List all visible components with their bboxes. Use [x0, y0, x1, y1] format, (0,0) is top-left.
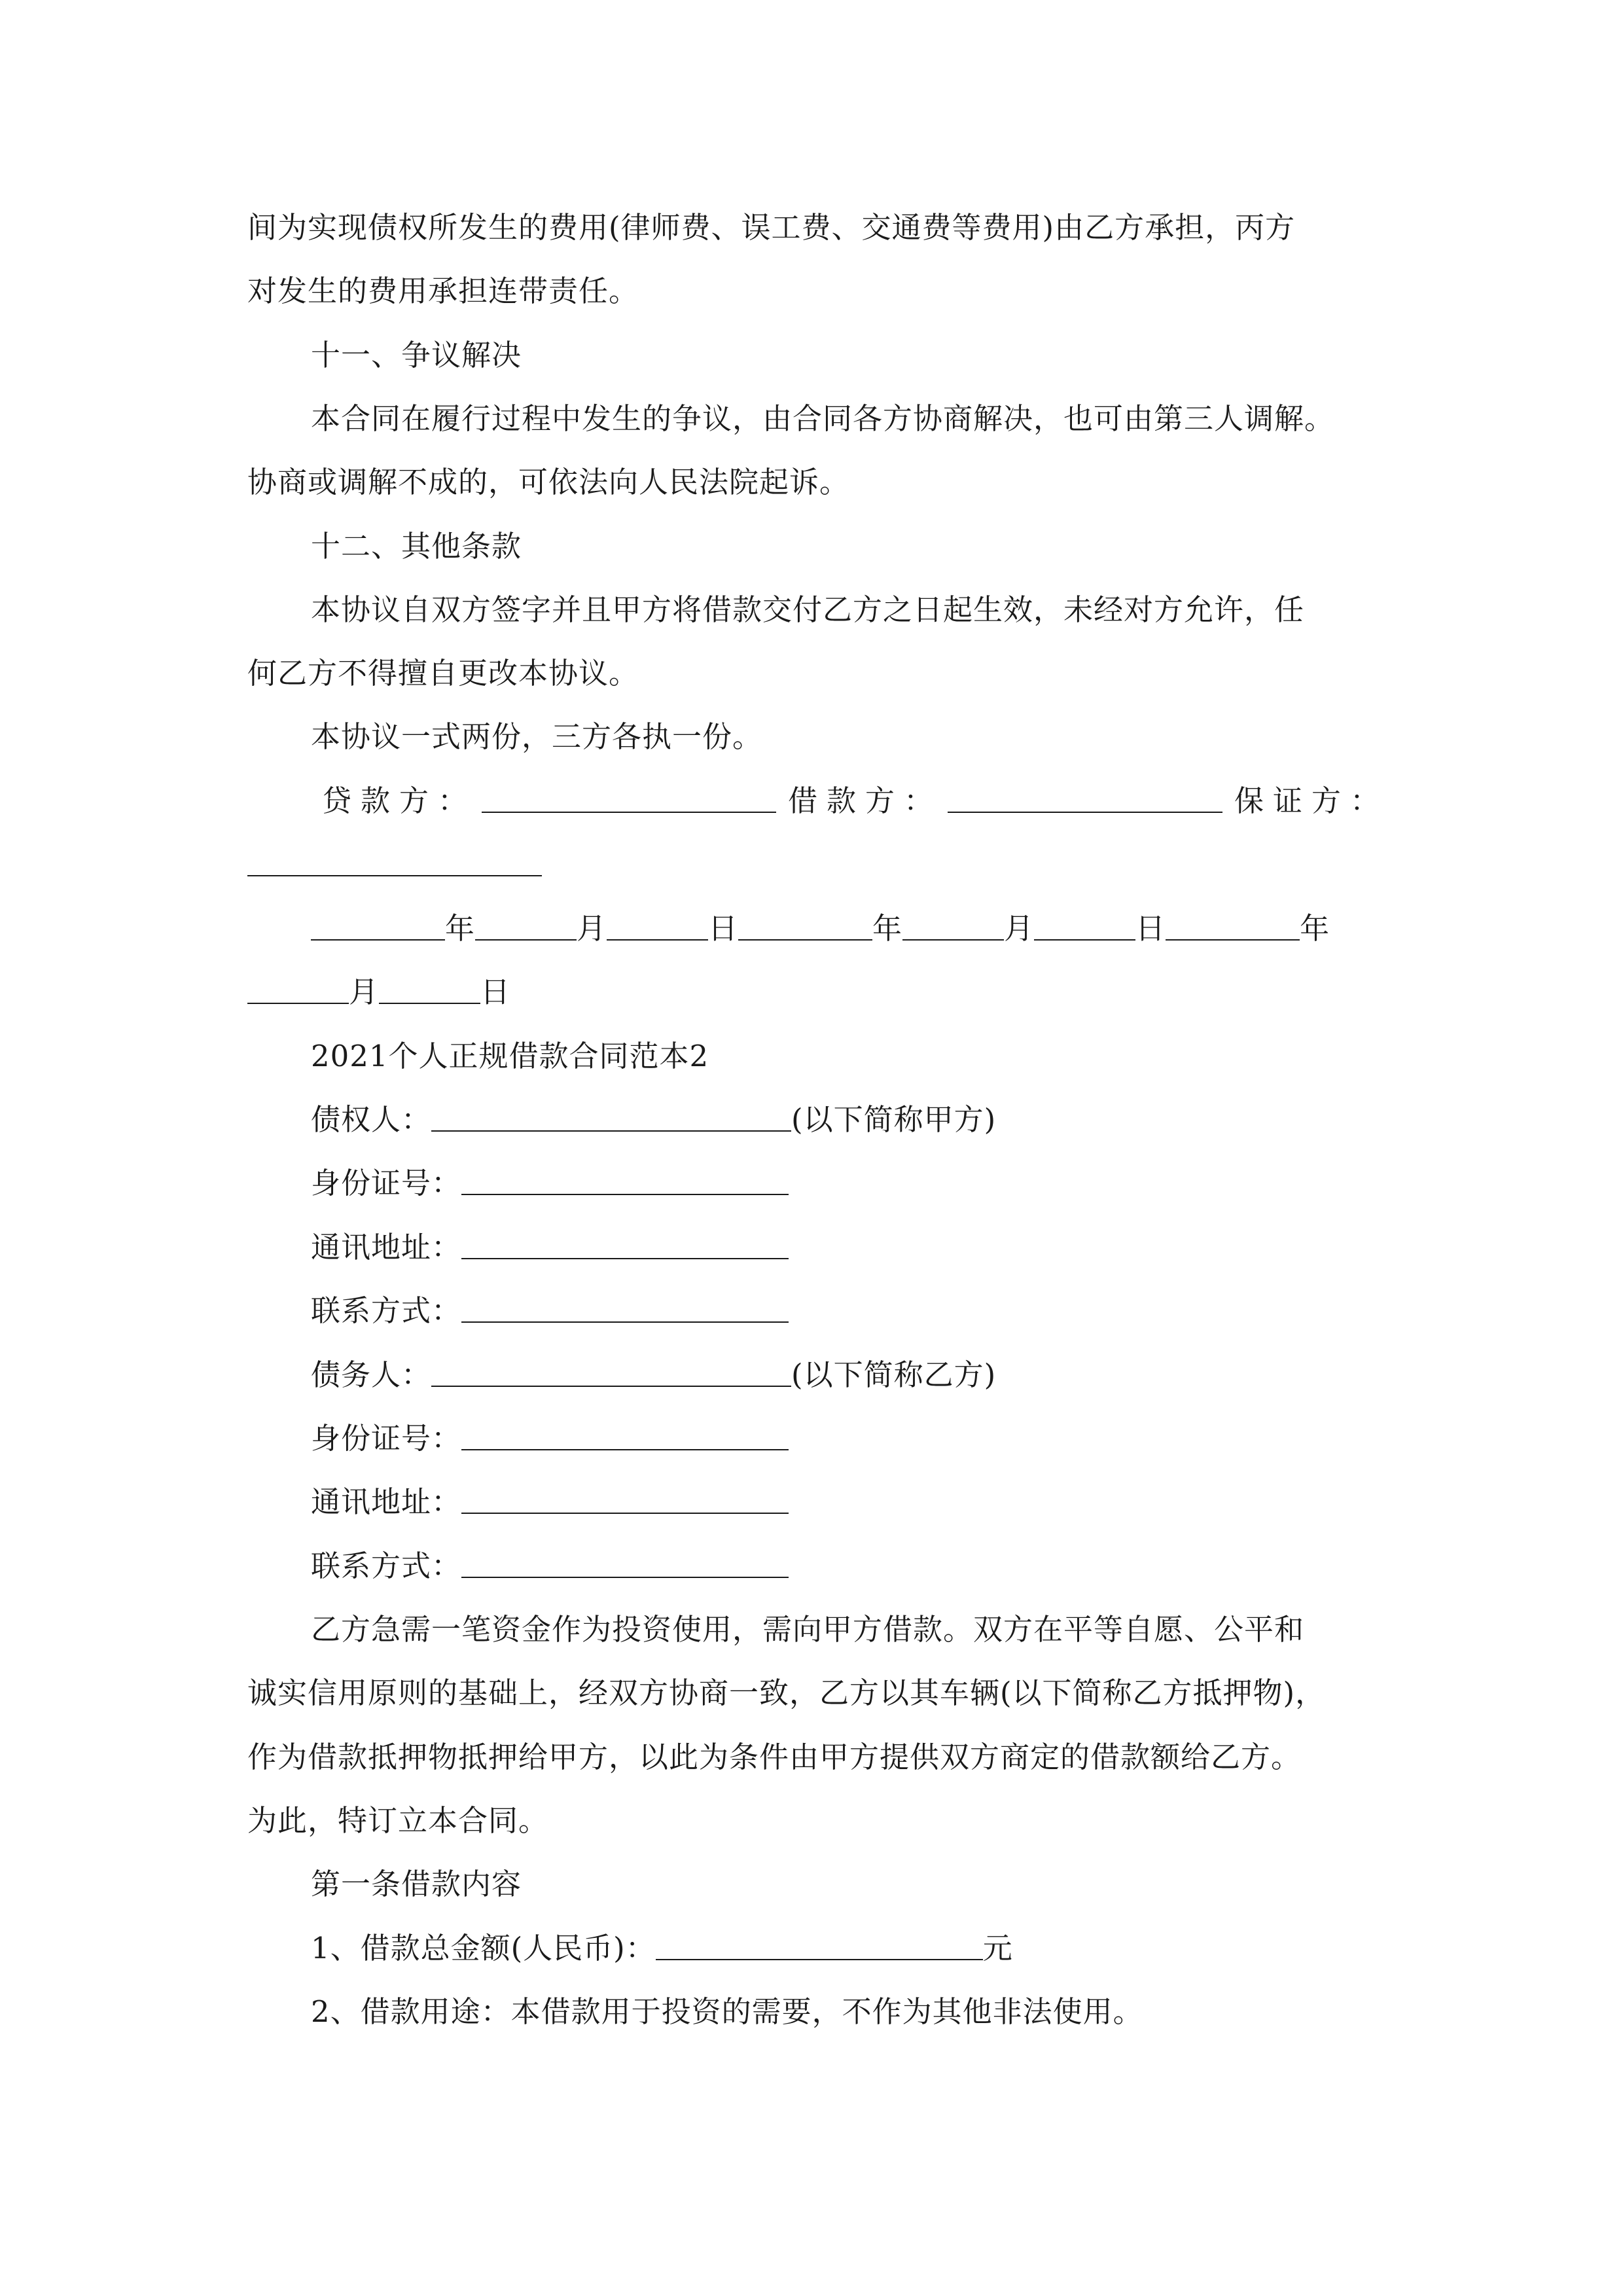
date-row [247, 973, 510, 1012]
creditor-id-field[interactable] [461, 1164, 789, 1195]
paragraph-line: 诚实信用原则的基础上，经双方协商一致，乙方以其车辆(以下简称乙方抵押物)， [247, 1676, 1326, 1710]
creditor-id-row [311, 1164, 789, 1203]
month-label: 月 [349, 975, 380, 1009]
contact-label: 联系方式： [311, 1293, 462, 1328]
year-field[interactable] [311, 909, 445, 941]
debtor-id-row [311, 1419, 789, 1458]
debtor-note: (以下简称乙方) [791, 1357, 997, 1392]
day-label: 日 [480, 975, 511, 1009]
creditor-address-row [311, 1228, 789, 1267]
creditor-row [311, 1100, 996, 1139]
creditor-contact-row [311, 1291, 789, 1331]
creditor-contact-field[interactable] [461, 1291, 789, 1323]
borrower-signature-field[interactable] [948, 781, 1222, 813]
year-label: 年 [1300, 911, 1330, 946]
address-label: 通讯地址： [311, 1230, 462, 1265]
month-label: 月 [1004, 911, 1035, 946]
day-label: 日 [1135, 911, 1166, 946]
signature-row [322, 781, 1389, 821]
section-11-heading: 十一、争议解决 [311, 338, 522, 372]
month-field[interactable] [902, 909, 1004, 941]
lender-signature-field[interactable] [482, 781, 776, 813]
guarantor-signature-row [247, 845, 542, 884]
article-1-heading: 第一条借款内容 [311, 1867, 522, 1901]
debtor-row [311, 1355, 996, 1395]
guarantor-signature-field[interactable] [247, 845, 542, 876]
debtor-address-field[interactable] [461, 1482, 789, 1514]
month-field[interactable] [247, 973, 349, 1004]
paragraph-line: 本协议一式两份，三方各执一份。 [311, 719, 763, 754]
address-label: 通讯地址： [311, 1484, 462, 1519]
section-12-heading: 十二、其他条款 [311, 529, 522, 564]
id-label: 身份证号： [311, 1421, 462, 1456]
guarantor-label: 保证方： [1234, 783, 1389, 818]
paragraph-line: 协商或调解不成的，可依法向人民法院起诉。 [247, 465, 850, 499]
creditor-address-field[interactable] [461, 1228, 789, 1259]
loan-amount-field[interactable] [656, 1929, 983, 1960]
loan-amount-row [311, 1929, 1013, 1968]
paragraph-line: 作为借款抵押物抵押给甲方，以此为条件由甲方提供双方商定的借款额给乙方。 [247, 1740, 1302, 1774]
year-field[interactable] [1166, 909, 1300, 941]
id-label: 身份证号： [311, 1166, 462, 1200]
month-label: 月 [577, 911, 607, 946]
debtor-address-row [311, 1482, 789, 1522]
date-row [311, 909, 1330, 948]
year-field[interactable] [738, 909, 872, 941]
debtor-id-field[interactable] [461, 1419, 789, 1450]
year-label: 年 [445, 911, 476, 946]
paragraph-line: 为此，特订立本合同。 [247, 1803, 549, 1838]
borrower-label: 借款方： [788, 783, 943, 818]
paragraph-line: 何乙方不得擅自更改本协议。 [247, 656, 639, 691]
loan-amount-label: 1、借款总金额(人民币)： [311, 1931, 656, 1965]
day-field[interactable] [379, 973, 480, 1004]
debtor-label: 债务人： [311, 1357, 432, 1392]
contract-title: 2021个人正规借款合同范本2 [311, 1039, 709, 1073]
contact-label: 联系方式： [311, 1549, 462, 1583]
debtor-contact-row [311, 1547, 789, 1586]
paragraph-line: 乙方急需一笔资金作为投资使用，需向甲方借款。双方在平等自愿、公平和 [311, 1612, 1305, 1647]
currency-unit: 元 [982, 1931, 1013, 1965]
day-field[interactable] [1034, 909, 1135, 941]
creditor-note: (以下简称甲方) [791, 1102, 997, 1137]
paragraph-line: 对发生的费用承担连带责任。 [247, 274, 639, 308]
day-field[interactable] [607, 909, 708, 941]
creditor-label: 债权人： [311, 1102, 432, 1137]
year-label: 年 [872, 911, 903, 946]
debtor-field[interactable] [431, 1355, 791, 1387]
day-label: 日 [708, 911, 739, 946]
paragraph-line: 间为实现债权所发生的费用(律师费、误工费、交通费等费用)由乙方承担，丙方 [247, 210, 1296, 245]
creditor-field[interactable] [431, 1100, 791, 1132]
lender-label: 贷款方： [322, 783, 477, 818]
loan-purpose-line: 2、借款用途：本借款用于投资的需要，不作为其他非法使用。 [311, 1994, 1143, 2029]
debtor-contact-field[interactable] [461, 1547, 789, 1578]
paragraph-line: 本协议自双方签字并且甲方将借款交付乙方之日起生效，未经对方允许，任 [311, 592, 1305, 627]
paragraph-line: 本合同在履行过程中发生的争议，由合同各方协商解决，也可由第三人调解。 [311, 401, 1335, 436]
month-field[interactable] [475, 909, 577, 941]
